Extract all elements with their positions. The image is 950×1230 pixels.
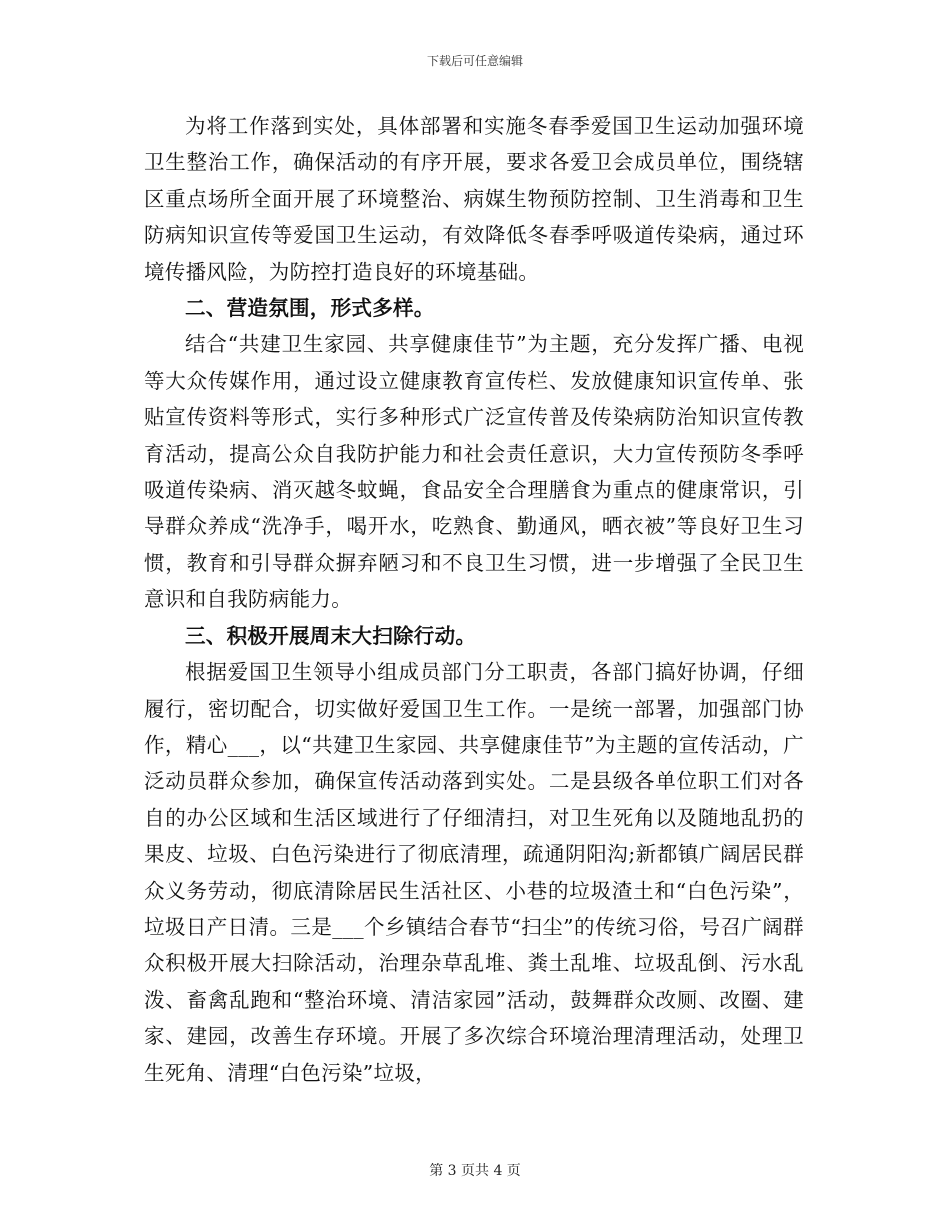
section-heading-2: 二、营造氛围，形式多样。	[185, 296, 435, 321]
section-heading-3: 三、积极开展周末大扫除行动。	[185, 623, 477, 648]
body-paragraph-1: 为将工作落到实处，具体部署和实施冬春季爱国卫生运动加强环境卫生整治工作，确保活动的有序开展，要求各爱卫会成员单位，围绕辖区重点场所全面开展了环境整治、病媒生物预防控制、卫生消毒和卫生防病知识宣传等爱国卫生运动，有效降低冬春季呼吸道传染病，通过环境传播风险，为防控打造良好的环境基础。	[144, 114, 804, 284]
body-paragraph-3: 根据爱国卫生领导小组成员部门分工职责，各部门搞好协调，仔细履行，密切配合，切实做好爱国卫生工作。一是统一部署，加强部门协作，精心___，以“共建卫生家园、共享健康佳节”为主题的宣传活动，广泛动员群众参加，确保宣传活动落到实处。二是县级各单位职工们对各自的办公区域和生活区域进行了仔细清扫，对卫生死角以及随地乱扔的果皮、垃圾、白色污染进行了彻底清理，疏通阴阳沟;新都镇广阔居民群众义务劳动，彻底清除居民生活社区、小巷的垃圾渣土和“白色污染”，垃圾日产日清。三是___个乡镇结合春节“扫尘”的传统习俗，号召广阔群众积极开展大扫除活动，治理杂草乱堆、粪土乱堆、垃圾乱倒、污水乱泼、畜禽乱跑和“整治环境、清洁家园”活动，鼓舞群众改厕、改圈、建家、建园，改善生存环境。开展了多次综合环境治理清理活动，处理卫生死角、清理“白色污染”垃圾，	[144, 660, 804, 1085]
page-footer: 第 3 页共 4 页	[429, 1163, 521, 1179]
document-body	[144, 108, 804, 1091]
page-header: 下载后可任意编辑	[426, 54, 523, 68]
body-paragraph-2: 结合“共建卫生家园、共享健康佳节”为主题，充分发挥广播、电视等大众传媒作用，通过设立健康教育宣传栏、发放健康知识宣传单、张贴宣传资料等形式，实行多种形式广泛宣传普及传染病防治知识宣传教育活动，提高公众自我防护能力和社会责任意识，大力宣传预防冬季呼吸道传染病、消灭越冬蚊蝇，食品安全合理膳食为重点的健康常识，引导群众养成“洗净手，喝开水，吃熟食、勤通风，晒衣被”等良好卫生习惯，教育和引导群众摒弃陋习和不良卫生习惯，进一步增强了全民卫生意识和自我防病能力。	[144, 332, 804, 612]
